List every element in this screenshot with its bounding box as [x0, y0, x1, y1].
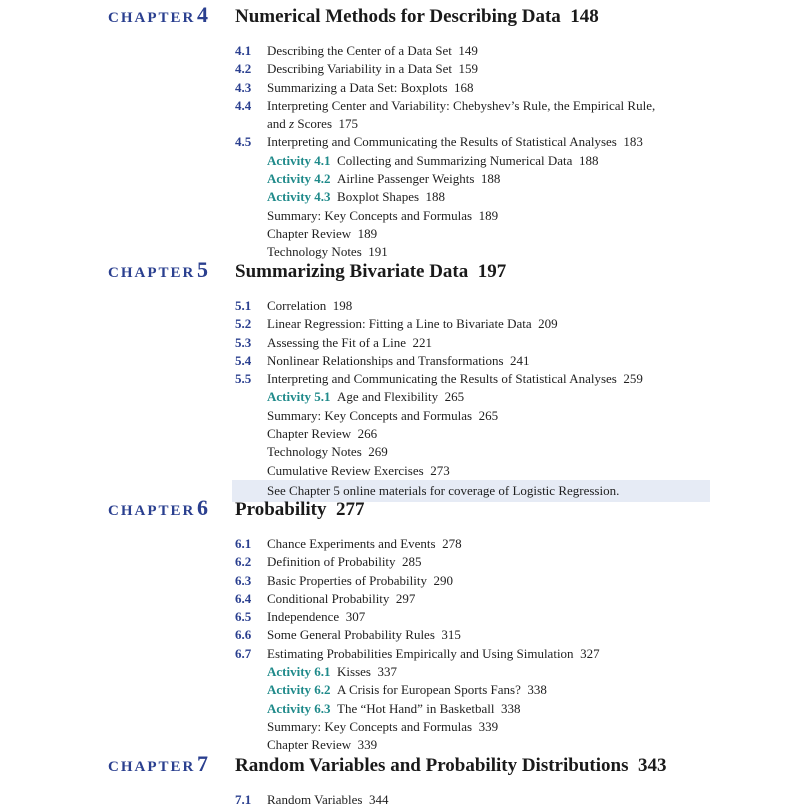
- entry-title: [267, 243, 707, 261]
- entry-title: [267, 297, 707, 315]
- entry-page: 269: [368, 444, 388, 460]
- entry-page: 191: [368, 244, 388, 260]
- section-entry: [0, 791, 800, 809]
- entry-title-line2: and: [267, 115, 290, 131]
- chapter-heading: [0, 495, 800, 529]
- entry-page: 189: [357, 225, 378, 241]
- entry-title: [267, 663, 707, 681]
- entry-page: 241: [510, 352, 530, 368]
- entry-title: [267, 590, 707, 608]
- entry-title-text: Conditional Probability: [267, 590, 390, 606]
- entry-title: [267, 42, 707, 60]
- activity-label: Activity 4.3: [267, 189, 331, 205]
- chapter-heading: [0, 257, 800, 291]
- chapter-label: CHAPTER: [108, 503, 196, 519]
- entry-title-text: Chapter Review: [267, 426, 352, 442]
- entry-title: [267, 225, 707, 243]
- chapter-title: Numerical Methods for Describing Data 148: [235, 6, 599, 27]
- entry-title: [267, 626, 707, 644]
- chapter-number: 4: [197, 2, 208, 27]
- entry-page: 159: [458, 61, 478, 77]
- section-entry: [0, 352, 800, 370]
- section-entry: [0, 315, 800, 333]
- section-number: 6.6: [235, 627, 252, 643]
- entry-page: 290: [433, 572, 453, 588]
- entry-title: [267, 645, 707, 663]
- entry-title: [267, 443, 707, 461]
- entry-title-text: Collecting and Summarizing Numerical Data: [337, 152, 573, 168]
- entry-page: 338: [500, 700, 521, 716]
- entry-title-text: The “Hot Hand” in Basketball: [337, 700, 495, 716]
- entry-page: 315: [441, 627, 461, 643]
- chapter-entries: [0, 42, 800, 262]
- section-number: 6.4: [235, 590, 252, 606]
- entry-title-text: Summary: Key Concepts and Formulas: [267, 718, 473, 734]
- list-item: [0, 736, 800, 754]
- entry-title-text: Nonlinear Relationships and Transformations: [267, 352, 504, 368]
- list-item: [0, 425, 800, 443]
- section-entry: [0, 590, 800, 608]
- chapter-title: Summarizing Bivariate Data 197: [235, 261, 507, 282]
- section-entry: [0, 572, 800, 590]
- section-entry: [0, 334, 800, 352]
- chapter-page: 277: [336, 499, 365, 520]
- activity-entry: [0, 188, 800, 206]
- entry-title: [267, 370, 707, 388]
- note-text: See Chapter 5 online materials for coverage of Logistic Regression.: [267, 482, 620, 498]
- entry-title-text: Linear Regression: Fitting a Line to Bivariate Data: [267, 316, 532, 332]
- list-item: [0, 443, 800, 461]
- entry-page: 278: [442, 536, 462, 551]
- activity-label: Activity 4.1: [267, 152, 331, 168]
- entry-title: [267, 315, 707, 333]
- entry-title-text: Random Variables: [267, 792, 363, 807]
- entry-title: [267, 535, 707, 553]
- activity-entry: [0, 388, 800, 406]
- entry-title-text: Chapter Review: [267, 737, 352, 753]
- entry-page: 285: [402, 554, 422, 570]
- section-number: 4.3: [235, 79, 252, 95]
- entry-title-text: Estimating Probabilities Empirically and Using Simulation: [267, 645, 574, 661]
- activity-entry: [0, 152, 800, 170]
- chapter-page: 343: [637, 755, 667, 776]
- entry-title: [267, 133, 707, 151]
- entry-page: 339: [357, 737, 378, 753]
- entry-title-text: Correlation: [267, 298, 327, 313]
- entry-page: 149: [458, 43, 478, 58]
- entry-title-text: Some General Probability Rules: [267, 627, 435, 643]
- section-number: 6.5: [235, 609, 252, 625]
- entry-title-text: Kisses: [337, 664, 371, 680]
- entry-page: 273: [430, 462, 450, 478]
- entry-title-text: Airline Passenger Weights: [337, 171, 475, 187]
- entry-title: [267, 736, 707, 754]
- activity-entry: [0, 681, 800, 699]
- chapter-page: 197: [477, 261, 507, 282]
- section-number: 6.1: [235, 536, 252, 551]
- section-number: 4.2: [235, 61, 252, 77]
- chapter-entries: [0, 791, 800, 809]
- chapter-title: Random Variables and Probability Distributions 343: [235, 755, 667, 776]
- chapter-number: 5: [197, 257, 208, 282]
- entry-page: 297: [395, 590, 416, 606]
- chapter-6: [0, 495, 800, 755]
- entry-title-text: Definition of Probability: [267, 554, 396, 570]
- entry-page: 327: [580, 645, 600, 661]
- entry-page: 175: [338, 115, 359, 131]
- list-item: [0, 407, 800, 425]
- chapter-number: 6: [197, 495, 208, 520]
- section-entry: [0, 626, 800, 644]
- entry-title-text: Chance Experiments and Events: [267, 536, 436, 551]
- entry-title-text: Age and Flexibility: [337, 389, 439, 405]
- entry-page: 337: [377, 664, 397, 680]
- entry-page: 265: [444, 389, 465, 405]
- section-entry: [0, 608, 800, 626]
- entry-page: 307: [345, 609, 366, 625]
- entry-title-text: Summary: Key Concepts and Formulas: [267, 207, 473, 223]
- section-number: 5.3: [235, 334, 252, 350]
- list-item: [0, 462, 800, 480]
- entry-page: 183: [623, 134, 643, 150]
- entry-page: 189: [478, 207, 499, 223]
- chapter-entries: [0, 297, 800, 480]
- entry-title-text: Describing Variability in a Data Set: [267, 61, 452, 77]
- section-number: 4.4: [235, 97, 252, 113]
- entry-title: [267, 152, 707, 170]
- entry-title-text: Cumulative Review Exercises: [267, 462, 424, 478]
- chapter-page: 148: [570, 6, 599, 27]
- section-number: 6.3: [235, 572, 252, 588]
- entry-title: [267, 572, 707, 590]
- entry-page: 188: [480, 171, 501, 187]
- entry-page: 198: [332, 298, 353, 313]
- entry-page: 188: [578, 152, 599, 168]
- entry-title: [267, 718, 707, 736]
- entry-title-text: Interpreting and Communicating the Results of Statistical Analyses: [267, 371, 617, 387]
- entry-title: [267, 553, 707, 571]
- entry-title-text: Interpreting and Communicating the Results of Statistical Analyses: [267, 134, 617, 150]
- entry-title-text: Technology Notes: [267, 444, 362, 460]
- entry-title-text: Boxplot Shapes: [337, 189, 420, 205]
- list-item: [0, 718, 800, 736]
- activity-label: Activity 6.1: [267, 664, 331, 680]
- entry-title-text: Interpreting Center and Variability: Chebyshev’s Rule, the Empirical Rule,: [267, 97, 656, 113]
- chapter-7: [0, 751, 800, 809]
- chapter-label: CHAPTER: [108, 759, 196, 775]
- entry-title: [267, 60, 707, 78]
- section-number: 5.2: [235, 316, 252, 332]
- section-entry: [0, 645, 800, 663]
- chapter-entries: [0, 535, 800, 755]
- section-entry: [0, 535, 800, 553]
- activity-entry: [0, 663, 800, 681]
- activity-entry: [0, 170, 800, 188]
- entry-title: [267, 791, 707, 809]
- chapter-heading: [0, 2, 800, 36]
- entry-title-line2-end: Scores: [294, 115, 333, 131]
- activity-label: Activity 6.2: [267, 682, 331, 698]
- section-entry: [0, 297, 800, 315]
- entry-title-text: Assessing the Fit of a Line: [267, 334, 407, 350]
- entry-title-text: Independence: [267, 609, 340, 625]
- activity-label: Activity 4.2: [267, 171, 331, 187]
- entry-title: [267, 188, 707, 206]
- activity-entry: [0, 700, 800, 718]
- chapter-number: 7: [197, 751, 208, 776]
- entry-page: 221: [412, 334, 433, 350]
- section-number: 5.1: [235, 298, 252, 313]
- chapter-5: [0, 257, 800, 502]
- chapter-label: CHAPTER: [108, 265, 196, 281]
- entry-title: [267, 207, 707, 225]
- entry-title-text: Chapter Review: [267, 225, 352, 241]
- entry-title-text: Basic Properties of Probability: [267, 572, 427, 588]
- entry-page: 339: [478, 718, 499, 734]
- entry-title-text: Describing the Center of a Data Set: [267, 43, 452, 58]
- entry-page: 209: [538, 316, 558, 332]
- section-entry: [0, 553, 800, 571]
- section-entry: [0, 370, 800, 388]
- entry-title: [267, 97, 707, 133]
- entry-title: [267, 681, 707, 699]
- section-number: 4.5: [235, 134, 252, 150]
- entry-title: [267, 425, 707, 443]
- activity-label: Activity 6.3: [267, 700, 331, 716]
- entry-title: [267, 407, 707, 425]
- entry-title: [267, 352, 707, 370]
- chapter-heading: [0, 751, 800, 785]
- entry-title-text: A Crisis for European Sports Fans?: [337, 682, 521, 698]
- section-entry: [0, 97, 800, 134]
- entry-title: [267, 700, 707, 718]
- entry-page: 338: [527, 682, 547, 698]
- entry-title: [267, 170, 707, 188]
- section-number: 5.4: [235, 352, 252, 368]
- entry-title-text: Technology Notes: [267, 244, 362, 260]
- entry-title: [267, 334, 707, 352]
- section-entry: [0, 133, 800, 151]
- section-number: 6.2: [235, 554, 252, 570]
- section-entry: [0, 79, 800, 97]
- entry-title-text: Summarizing a Data Set: Boxplots: [267, 79, 448, 95]
- entry-title: [267, 388, 707, 406]
- entry-title: [267, 608, 707, 626]
- entry-page: 265: [478, 407, 499, 423]
- activity-label: Activity 5.1: [267, 389, 331, 405]
- entry-page: 259: [623, 371, 643, 387]
- section-number: 6.7: [235, 645, 252, 661]
- entry-title-text: Summary: Key Concepts and Formulas: [267, 407, 473, 423]
- list-item: [0, 225, 800, 243]
- chapter-label: CHAPTER: [108, 10, 196, 26]
- chapter-4: [0, 2, 800, 262]
- entry-title: [267, 79, 707, 97]
- entry-page: 266: [357, 426, 378, 442]
- entry-page: 344: [368, 792, 389, 807]
- section-number: 5.5: [235, 371, 252, 387]
- list-item: [0, 207, 800, 225]
- section-number: 4.1: [235, 43, 252, 58]
- entry-page: 168: [454, 79, 474, 95]
- entry-title: [267, 462, 707, 480]
- list-item: [0, 243, 800, 261]
- section-number: 7.1: [235, 792, 252, 807]
- section-entry: [0, 60, 800, 78]
- section-entry: [0, 42, 800, 60]
- entry-title-italic: z: [289, 115, 295, 131]
- chapter-title: Probability 277: [235, 499, 365, 520]
- entry-page: 188: [425, 189, 446, 205]
